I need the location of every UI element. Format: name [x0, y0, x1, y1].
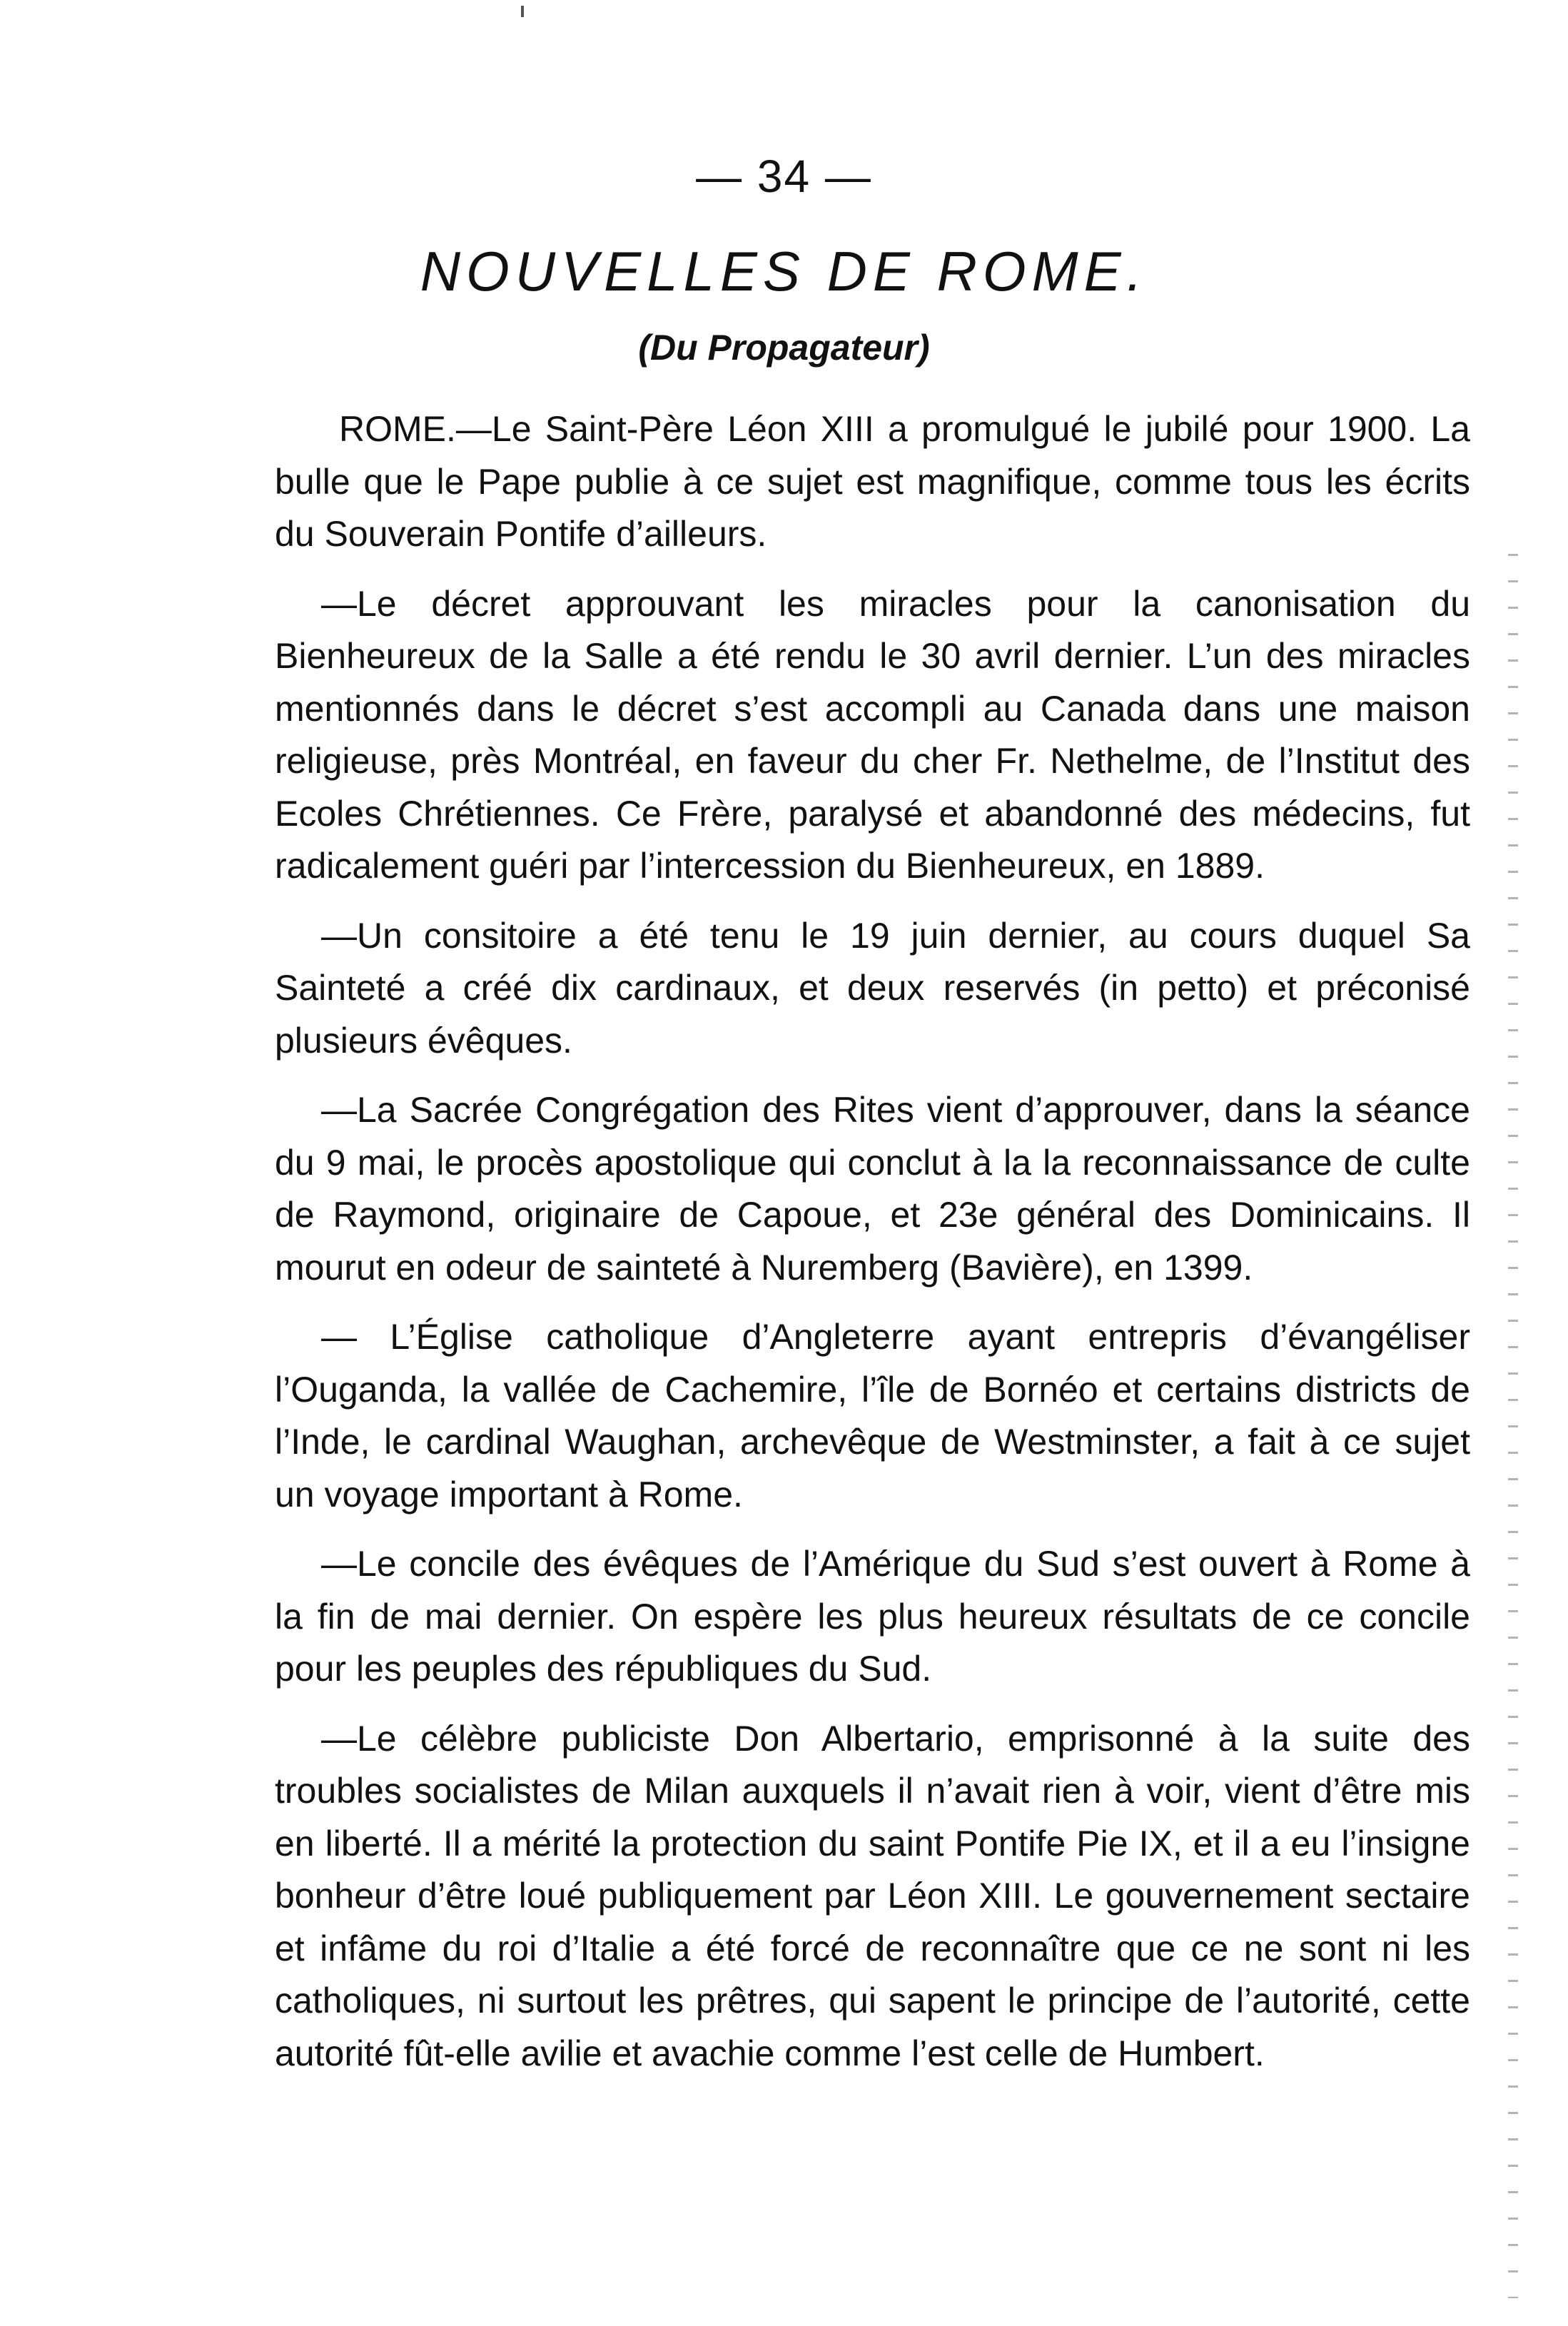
scan-margin-dots [1508, 542, 1518, 2298]
page-title: NOUVELLES DE ROME. [420, 240, 1148, 303]
paragraph-congregation-rites: —La Sacrée Congrégation des Rites vient d’approuver, dans la séance du 9 mai, le procès apostolique qui conclut à la la reconnaissance de culte de Raymond, originaire de Capoue, et 23e général des Dominicains. Il mourut en odeur de sainteté à Nuremberg (Bavière), en 1399. [275, 1090, 1470, 1288]
article-body [275, 403, 1470, 2097]
page-number: — 34 — [696, 151, 872, 202]
paragraph-council-south-america: —Le concile des évêques de l’Amérique du Sud s’est ouvert à Rome à la fin de mai dernier. On espère les plus heureux résultats de ce concile pour les peuples des républiques du Sud. [275, 1544, 1470, 1689]
paragraph-church-england: — L’Église catholique d’Angleterre ayant entrepris d’évangéliser l’Ouganda, la vallée de Cachemire, l’île de Bornéo et certains districts de l’Inde, le cardinal Waughan, archevêque de Westminster, a fait à ce sujet un voyage important à Rome. [275, 1317, 1470, 1515]
paragraph-consistory: —Un consitoire a été tenu le 19 juin dernier, au cours duquel Sa Sainteté a créé dix cardinaux, et deux reservés (in petto) et préconisé plusieurs évêques. [275, 915, 1470, 1061]
scan-speck [521, 6, 524, 17]
source-note: (Du Propagateur) [638, 328, 930, 368]
paragraph-jubilee: ROME.—Le Saint-Père Léon XIII a promulgué le jubilé pour 1900. La bulle que le Pape publie à ce sujet est magnifique, comme tous les écrits du Souverain Pontife d’ailleurs. [275, 409, 1470, 554]
paragraph-canonisation: —Le décret approuvant les miracles pour la canonisation du Bienheureux de la Salle a été rendu le 30 avril dernier. L’un des miracles mentionnés dans le décret s’est accompli au Canada dans une maison religieuse, près Montréal, en faveur du cher Fr. Nethelme, de l’Institut des Ecoles Chrétiennes. Ce Frère, paralysé et abandonné des médecins, fut radicalement guéri par l’intercession du Bienheureux, en 1889. [275, 583, 1470, 886]
paragraph-albertario: —Le célèbre publiciste Don Albertario, emprisonné à la suite des troubles socialistes de Milan auxquels il n’avait rien à voir, vient d’être mis en liberté. Il a mérité la protection du saint Pontife Pie IX, et il a eu l’insigne bonheur d’être loué publiquement par Léon XIII. Le gouvernement sectaire et infâme du roi d’Italie a été forcé de reconnaître que ce ne sont ni les catholiques, ni surtout les prêtres, qui sapent le principe de l’autorité, cette autorité fût-elle avilie et avachie comme l’est celle de Humbert. [275, 1718, 1470, 2073]
